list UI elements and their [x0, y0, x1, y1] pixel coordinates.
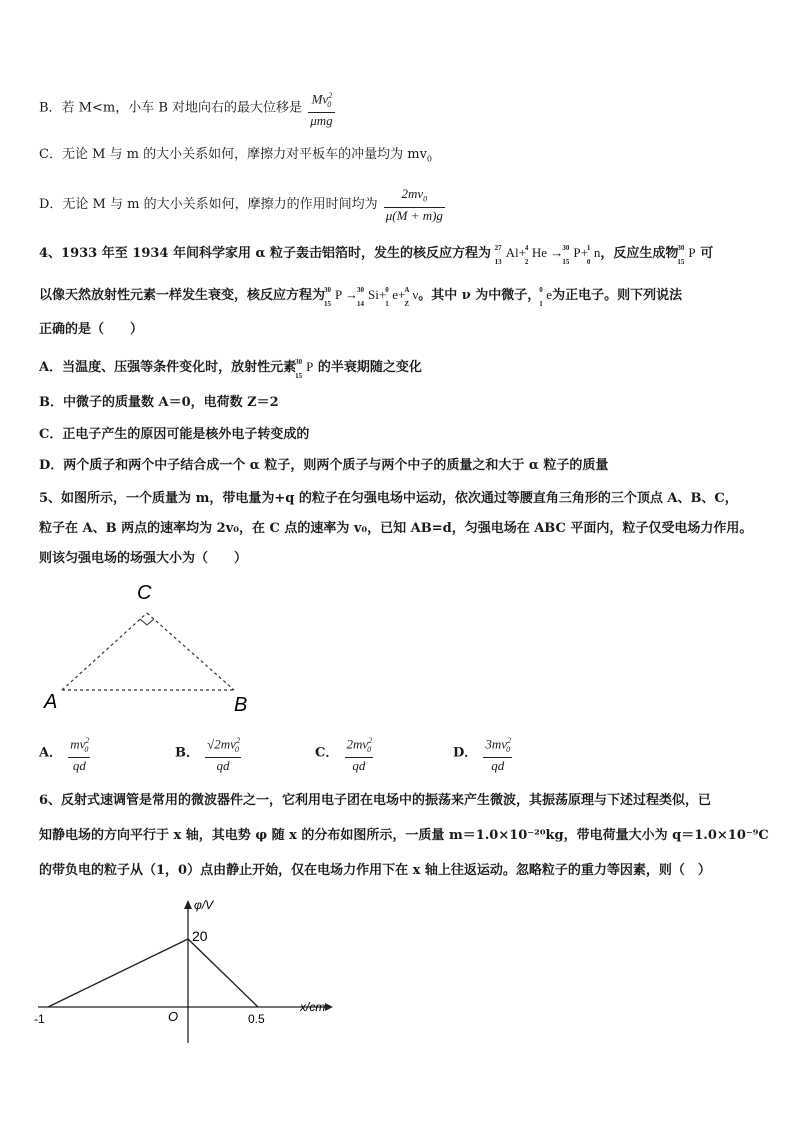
- y-axis-arrow: [184, 900, 192, 909]
- q3-option-b: B．若 M<m，小车 B 对地向右的最大位移是 $\frac{Mv^2_0}{\text{μmg}}$: [39, 88, 764, 128]
- q4-option-b: B．中微子的质量数 A＝0，电荷数 Z＝2: [39, 395, 279, 410]
- q3-option-b-fraction: $\frac{Mv^2_0}{\text{μmg}}$: [310, 91, 333, 128]
- q4-option-d: D．两个质子和两个中子结合成一个 α 粒子，则两个质子与两个中子的质量之和大于 α 粒子的质量: [39, 458, 609, 473]
- q3-option-d: D．无论 M 与 m 的大小关系如何，摩擦力的作用时间均为 $\frac{2mv_0}{\mu(M + m)g}$: [39, 186, 443, 223]
- q4-option-a: A．当温度、压强等条件变化时，放射性元素 30 15 P 的半衰期随之变化: [39, 358, 422, 380]
- q5-option-d: D． $\frac{3mv^2_0}{qd}$: [453, 736, 512, 773]
- x-axis-label: x/cm: [300, 1000, 326, 1014]
- q5-option-b: B． $\frac{√2mv^2_0}{qd}$: [175, 736, 240, 773]
- q4-stem-line-2: 以像天然放射性元素一样发生衰变，核反应方程为 30 15 P → 30 14 Si+ 0 1 e+ A Z ν。其中 ν 为中微子， 0 1 e为正电子。则下列说法: [39, 286, 683, 308]
- vertex-label-c: C: [137, 582, 152, 604]
- q5-triangle-figure: [30, 575, 270, 720]
- peak-label: 20: [192, 928, 208, 944]
- x-tick-0-5: 0.5: [248, 1012, 265, 1026]
- x-axis-arrow: [325, 1003, 333, 1011]
- origin-label: O: [168, 1009, 179, 1024]
- q6-potential-graph: [30, 895, 350, 1055]
- triangle-side-ac: [62, 613, 147, 690]
- triangle-side-cb: [147, 613, 234, 690]
- q6-stem-line-3: 的带负电的粒子从（1，0）点由静止开始，仅在电场力作用下在 x 轴上往返运动。忽略粒子的重力等因素，则（ ）: [39, 863, 711, 878]
- q3-option-d-fraction: $\frac{2mv_0}{\mu(M + m)g}$: [385, 186, 443, 223]
- q6-stem-line-1: 6、反射式速调管是常用的微波器件之一，它利用电子团在电场中的振荡来产生微波，其振荡原理与下述过程类似，已: [39, 793, 712, 808]
- q5-option-c: C． $\frac{2mv^2_0}{qd}$: [315, 736, 373, 773]
- q5-option-a: A． $\frac{mv^2_0}{qd}$: [39, 736, 90, 773]
- q4-stem-line-1: 4、1933 年至 1934 年间科学家用 α 粒子轰击铝箔时，发生的核反应方程为 27 13 Al+ 4 2 He → 30 15 P+ 1 0 n，反应生成物 30 15 P 可: [39, 244, 714, 266]
- vertex-label-b: B: [234, 694, 248, 716]
- q5-stem-line-2: 粒子在 A、B 两点的速率均为 2v₀，在 C 点的速率为 v₀，已知 AB=d，匀强电场在 ABC 平面内，粒子仅受电场力作用。: [39, 521, 753, 536]
- q6-stem-line-2: 知静电场的方向平行于 x 轴，其电势 φ 随 x 的分布如图所示，一质量 m＝1.0×10⁻²⁰kg，带电荷量大小为 q＝1.0×10⁻⁹C: [39, 828, 769, 843]
- q5-stem-line-3: 则该匀强电场的场强大小为（ ）: [39, 551, 248, 566]
- vertex-label-a: A: [44, 691, 58, 713]
- q4-stem-line-3: 正确的是（ ）: [39, 322, 144, 337]
- q5-stem-line-1: 5、如图所示，一个质量为 m，带电量为+q 的粒子在匀强电场中运动，依次通过等腰直角三角形的三个顶点 A、B、C，: [39, 491, 738, 506]
- potential-curve: [48, 939, 258, 1007]
- x-tick-neg1: -1: [34, 1012, 45, 1026]
- q4-option-c: C．正电子产生的原因可能是核外电子转变成的: [39, 427, 310, 442]
- right-angle-mark: [140, 619, 154, 625]
- q3-option-c: C．无论 M 与 m 的大小关系如何，摩擦力对平板车的冲量均为 $mv_0$: [39, 147, 433, 164]
- y-axis-label: φ/V: [194, 898, 214, 912]
